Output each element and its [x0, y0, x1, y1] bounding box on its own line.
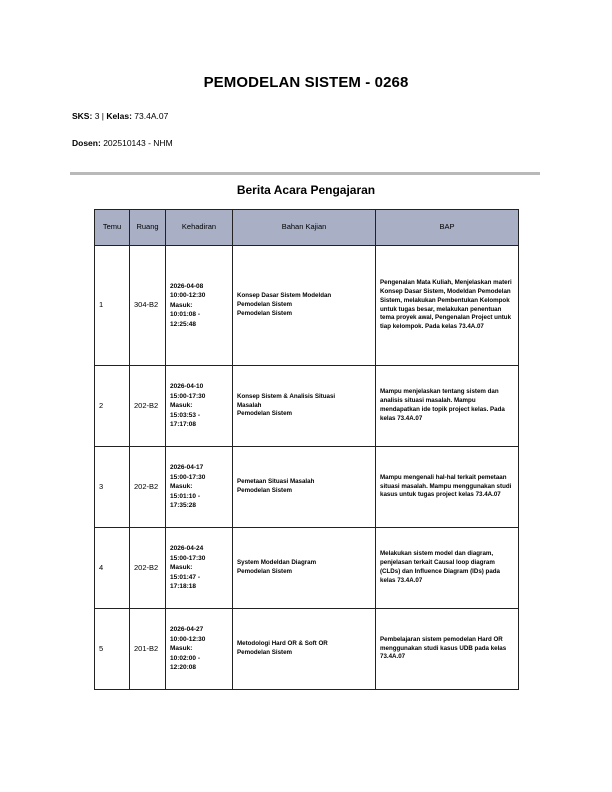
- kehadiran-date: 2026-04-24: [170, 545, 204, 553]
- table-header-row: [95, 210, 519, 246]
- cell-kehadiran: [166, 528, 233, 609]
- bahan-line: Pemodelan Sistem: [237, 487, 293, 494]
- cell-bahan-kajian: [233, 246, 376, 366]
- kehadiran-out: 17:18:18: [170, 583, 197, 591]
- sks-kelas-line: [72, 111, 168, 121]
- bap-table: [94, 209, 519, 690]
- table-row: [95, 366, 519, 447]
- cell-bahan-kajian: [233, 447, 376, 528]
- kehadiran-date: 2026-04-08: [170, 282, 204, 290]
- header-bahan-kajian: Bahan Kajian: [233, 210, 376, 246]
- bahan-line: Konsep Sistem & Analisis Situasi: [237, 392, 336, 400]
- header-kehadiran: Kehadiran: [166, 210, 233, 246]
- header-temu: Temu: [95, 210, 130, 246]
- kehadiran-masuk-label: Masuk:: [170, 301, 193, 309]
- cell-ruang: 202-B2: [130, 366, 166, 447]
- bahan-line: Pemodelan Sistem: [237, 568, 293, 575]
- cell-kehadiran: [166, 366, 233, 447]
- cell-temu: 3: [95, 447, 130, 528]
- bahan-line: System Modeldan Diagram: [237, 559, 317, 567]
- cell-temu: 5: [95, 609, 130, 690]
- bahan-line: Pemetaan Situasi Masalah: [237, 478, 315, 486]
- cell-kehadiran: [166, 447, 233, 528]
- kehadiran-out: 12:20:08: [170, 664, 197, 672]
- cell-bap: Pembelajaran sistem pemodelan Hard OR menggunakan studi kasus UDB pada kelas 73.4A.07: [376, 609, 519, 690]
- cell-bahan-kajian: [233, 609, 376, 690]
- kehadiran-in: 15:01:47 -: [170, 573, 200, 581]
- kehadiran-masuk-label: Masuk:: [170, 483, 193, 491]
- kehadiran-masuk-label: Masuk:: [170, 564, 193, 572]
- cell-ruang: 202-B2: [130, 528, 166, 609]
- kehadiran-slot: 10:00-12:30: [170, 635, 206, 643]
- dosen-label: Dosen:: [72, 138, 101, 148]
- kehadiran-in: 10:02:00 -: [170, 654, 200, 662]
- kehadiran-slot: 15:00-17:30: [170, 473, 206, 481]
- kehadiran-in: 15:03:53 -: [170, 411, 200, 419]
- bahan-line: Pemodelan Sistem: [237, 309, 293, 317]
- kehadiran-out: 17:17:08: [170, 421, 197, 429]
- kehadiran-in: 15:01:10 -: [170, 492, 200, 500]
- bahan-line: Pemodelan Sistem: [237, 410, 293, 418]
- kehadiran-masuk-label: Masuk:: [170, 402, 193, 410]
- kehadiran-slot: 15:00-17:30: [170, 392, 206, 400]
- cell-ruang: 202-B2: [130, 447, 166, 528]
- divider: [70, 172, 540, 175]
- bahan-line: Konsep Dasar Sistem Modeldan: [237, 292, 332, 300]
- kehadiran-date: 2026-04-17: [170, 464, 204, 472]
- kehadiran-date: 2026-04-10: [170, 383, 204, 391]
- cell-bap: Pengenalan Mata Kuliah, Menjelaskan materi Konsep Dasar Sistem, Modeldan Pemodelan Sistem, melakukan Pembentukan Kelompok untuk tugas besar, melakukan penentuan tema proyek awal, Pengenalan Project untuk tiap kelompok. Pada kelas 73.4A.07: [376, 246, 519, 366]
- sks-label: SKS:: [72, 111, 93, 121]
- kehadiran-out: 17:35:28: [170, 502, 197, 510]
- table-row: [95, 246, 519, 366]
- kelas-value: 73.4A.07: [134, 111, 169, 121]
- kehadiran-slot: 10:00-12:30: [170, 292, 206, 300]
- dosen-value: 202510143 - NHM: [103, 138, 173, 148]
- meta-separator: |: [101, 111, 105, 121]
- cell-ruang: 304-B2: [130, 246, 166, 366]
- cell-bap: Melakukan sistem model dan diagram, penjelasan terkait Causal loop diagram (CLDs) dan Influence Diagram (IDs) pada kelas 73.4A.07: [376, 528, 519, 609]
- bahan-line: Pemodelan Sistem: [237, 649, 293, 656]
- cell-temu: 1: [95, 246, 130, 366]
- cell-kehadiran: [166, 246, 233, 366]
- bahan-line: Masalah: [237, 401, 262, 409]
- kehadiran-masuk-label: Masuk:: [170, 645, 193, 653]
- page-title: PEMODELAN SISTEM - 0268: [203, 74, 409, 91]
- header-bap: BAP: [376, 210, 519, 246]
- kehadiran-out: 12:25:48: [170, 320, 197, 328]
- kehadiran-in: 10:01:08 -: [170, 311, 200, 319]
- cell-temu: 2: [95, 366, 130, 447]
- kehadiran-slot: 15:00-17:30: [170, 554, 206, 562]
- cell-bap: Mampu mengenali hal-hal terkait pemetaan situasi masalah. Mampu menggunakan studi kasus untuk tugas project kelas 73.4A.07: [376, 447, 519, 528]
- cell-kehadiran: [166, 609, 233, 690]
- kehadiran-date: 2026-04-27: [170, 626, 204, 634]
- cell-bahan-kajian: [233, 366, 376, 447]
- table-row: [95, 447, 519, 528]
- table-row: [95, 609, 519, 690]
- sks-value: 3: [94, 111, 100, 121]
- kelas-label: Kelas:: [106, 111, 132, 121]
- cell-ruang: 201-B2: [130, 609, 166, 690]
- section-title: Berita Acara Pengajaran: [236, 183, 376, 197]
- header-ruang: Ruang: [130, 210, 166, 246]
- cell-temu: 4: [95, 528, 130, 609]
- cell-bahan-kajian: [233, 528, 376, 609]
- cell-bap: Mampu menjelaskan tentang sistem dan analisis situasi masalah. Mampu mendapatkan ide topik project kelas. Pada kelas 73.4A.07: [376, 366, 519, 447]
- table-row: [95, 528, 519, 609]
- dosen-line: [72, 138, 173, 148]
- bahan-line: Pemodelan Sistem: [237, 301, 293, 308]
- bahan-line: Metodologi Hard OR & Soft OR: [237, 640, 328, 648]
